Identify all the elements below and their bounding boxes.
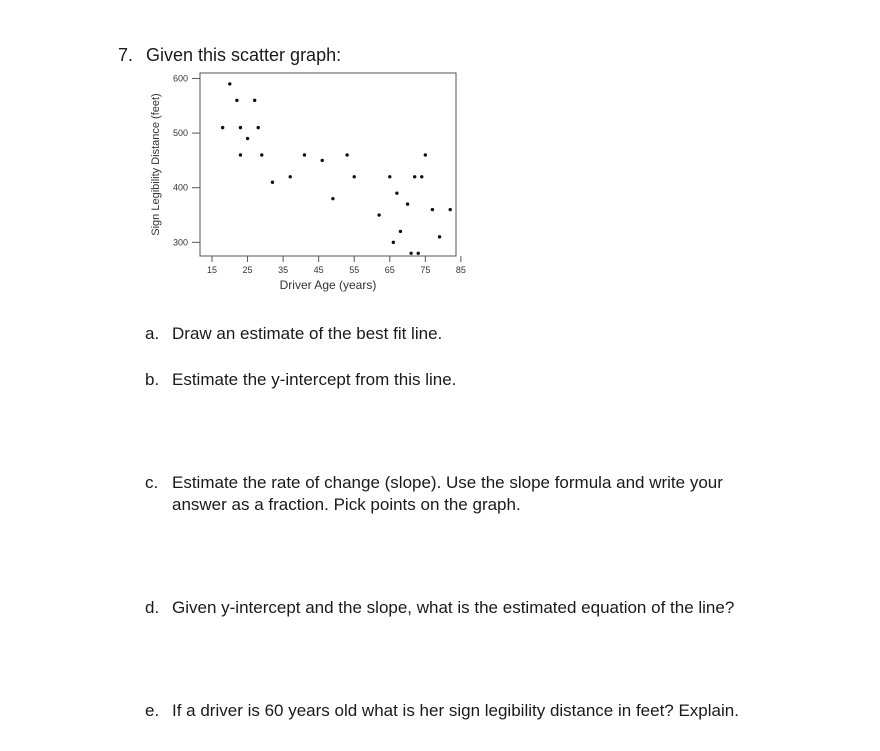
- data-point-3: [239, 126, 242, 129]
- part-c-label: c.: [145, 473, 159, 492]
- part-c: [145, 472, 765, 516]
- data-point-16: [377, 213, 380, 216]
- x-tick-label: 85: [455, 265, 466, 275]
- data-point-4: [239, 153, 242, 156]
- part-e: [145, 700, 739, 722]
- y-axis: [173, 73, 200, 247]
- data-point-23: [413, 175, 416, 178]
- part-b: [145, 369, 456, 391]
- x-tick-label: 25: [242, 265, 253, 275]
- part-c-text: Estimate the rate of change (slope). Use the slope formula and write your answer as a fraction. Pick points on the graph.: [172, 473, 723, 514]
- part-d-text: Given y-intercept and the slope, what is the estimated equation of the line?: [172, 598, 735, 617]
- data-point-19: [395, 191, 398, 194]
- question-number: 7.: [118, 45, 134, 65]
- data-point-18: [392, 241, 395, 244]
- data-point-13: [331, 197, 334, 200]
- data-point-8: [260, 153, 263, 156]
- data-point-26: [424, 153, 427, 156]
- x-tick-label: 15: [206, 265, 218, 275]
- data-point-15: [353, 175, 356, 178]
- data-point-22: [409, 252, 412, 255]
- data-point-9: [271, 181, 274, 184]
- question-prompt: Given this scatter graph:: [146, 45, 342, 65]
- y-axis-label: Sign Legibility Distance (feet): [150, 93, 162, 236]
- data-point-10: [289, 175, 292, 178]
- y-tick-label: 500: [172, 128, 188, 139]
- data-point-1: [228, 82, 231, 85]
- data-point-24: [417, 252, 420, 255]
- x-tick-label: 75: [420, 265, 431, 275]
- y-tick-label: 300: [172, 237, 188, 248]
- data-point-25: [420, 175, 423, 178]
- data-point-7: [257, 126, 260, 129]
- data-point-6: [253, 99, 256, 102]
- data-point-0: [221, 126, 224, 129]
- part-e-label: e.: [145, 701, 160, 720]
- data-point-20: [399, 230, 402, 233]
- y-tick-label: 600: [172, 73, 188, 84]
- part-b-label: b.: [145, 370, 160, 389]
- part-d: [145, 597, 734, 619]
- x-tick-label: 35: [278, 265, 289, 275]
- scatter-chart: [140, 62, 470, 302]
- data-point-12: [321, 159, 324, 162]
- x-tick-label: 55: [349, 265, 360, 275]
- x-tick-label: 45: [313, 265, 324, 275]
- x-axis: [207, 256, 466, 275]
- data-point-29: [449, 208, 452, 211]
- part-a-text: Draw an estimate of the best fit line.: [172, 324, 443, 343]
- y-tick-label: 400: [172, 182, 188, 193]
- data-point-27: [431, 208, 434, 211]
- part-a-label: a.: [145, 324, 160, 343]
- part-b-text: Estimate the y-intercept from this line.: [172, 370, 457, 389]
- part-a: [145, 323, 442, 345]
- data-point-5: [246, 137, 249, 140]
- data-point-14: [345, 153, 348, 156]
- x-axis-label: Driver Age (years): [279, 278, 377, 292]
- data-points: [221, 82, 452, 255]
- part-d-label: d.: [145, 598, 160, 617]
- x-tick-label: 65: [384, 265, 395, 275]
- data-point-21: [406, 202, 409, 205]
- data-point-17: [388, 175, 391, 178]
- data-point-11: [303, 153, 306, 156]
- data-point-2: [235, 99, 238, 102]
- part-e-text: If a driver is 60 years old what is her sign legibility distance in feet? Explain.: [172, 701, 739, 720]
- data-point-28: [438, 235, 441, 238]
